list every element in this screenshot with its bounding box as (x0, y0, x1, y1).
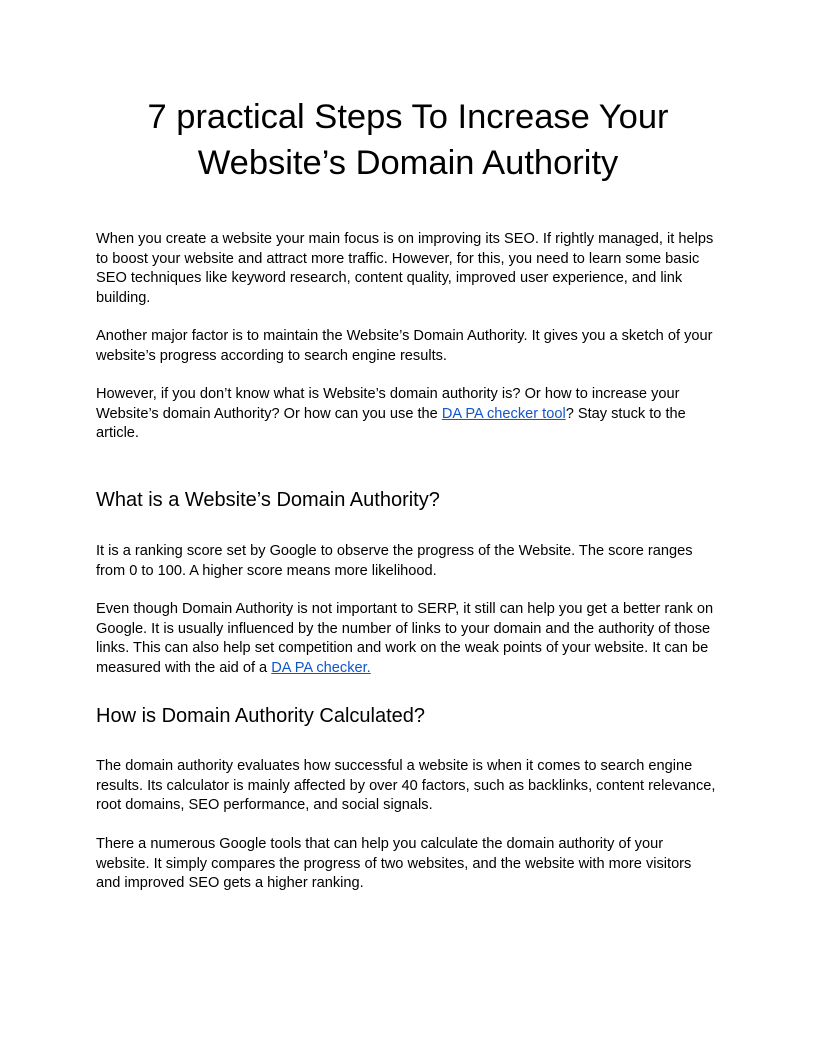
document-title (96, 94, 720, 186)
text-line: website. It simply compares the progress of two websites, and the website with more visitors (96, 855, 692, 872)
text-line: However, if you don’t know what is Website’s domain authority is? Or how to increase your (96, 386, 680, 402)
title-line-2: Website’s Domain Authority (197, 144, 619, 182)
text-line: Another major factor is to maintain the Website’s Domain Authority. It gives you a sketch of your (96, 328, 713, 344)
text-line: The domain authority evaluates how successful a website is when it comes to search engine (96, 758, 693, 774)
text-line: from 0 to 100. A higher score means more likelihood. (96, 562, 437, 579)
section-heading-how-calculated: How is Domain Authority Calculated? (96, 705, 426, 727)
text-line: building. (96, 289, 151, 306)
da-pa-checker-tool-link[interactable]: DA PA checker tool (441, 405, 566, 422)
section1-paragraph-1 (96, 542, 720, 581)
da-pa-checker-link[interactable]: DA PA checker. (271, 659, 371, 676)
intro-paragraph-1 (96, 230, 720, 308)
section2-paragraph-2 (96, 835, 720, 894)
text-line: It is a ranking score set by Google to observe the progress of the Website. The score ranges (96, 543, 693, 559)
text-line: Even though Domain Authority is not important to SERP, it still can help you get a better rank on (96, 601, 714, 617)
text-segment: ? Stay stuck to the (565, 405, 686, 422)
title-line-1: 7 practical Steps To Increase Your (147, 98, 669, 136)
section1-paragraph-2 (96, 600, 720, 678)
text-line: There a numerous Google tools that can help you calculate the domain authority of your (96, 836, 664, 852)
text-line: links. This can also help set competition and work on the weak points of your website. It can be (96, 640, 709, 656)
text-line: results. Its calculator is mainly affected by over 40 factors, such as backlinks, content relevance, (96, 777, 716, 794)
intro-paragraph-3 (96, 385, 720, 444)
text-line: root domains, SEO performance, and social signals. (96, 797, 433, 813)
section-heading-what-is-da: What is a Website’s Domain Authority? (96, 489, 440, 511)
text-line: website’s progress according to search engine results. (96, 347, 447, 364)
text-line: Google. It is usually influenced by the number of links to your domain and the authority of those (96, 620, 711, 637)
text-line (96, 659, 720, 679)
text-line (96, 405, 720, 425)
intro-paragraph-2 (96, 327, 720, 366)
text-line: When you create a website your main focus is on improving its SEO. If rightly managed, it helps (96, 231, 714, 247)
text-segment: measured with the aid of a (96, 659, 272, 676)
section2-paragraph-1 (96, 757, 720, 816)
text-segment: Website’s domain Authority? Or how can you use the (96, 405, 442, 422)
text-line: SEO techniques like keyword research, content quality, improved user experience, and link (96, 270, 683, 286)
text-line: to boost your website and attract more traffic. However, for this, you need to learn some basic (96, 250, 700, 267)
text-line: article. (96, 425, 139, 441)
text-line: and improved SEO gets a higher ranking. (96, 875, 364, 891)
